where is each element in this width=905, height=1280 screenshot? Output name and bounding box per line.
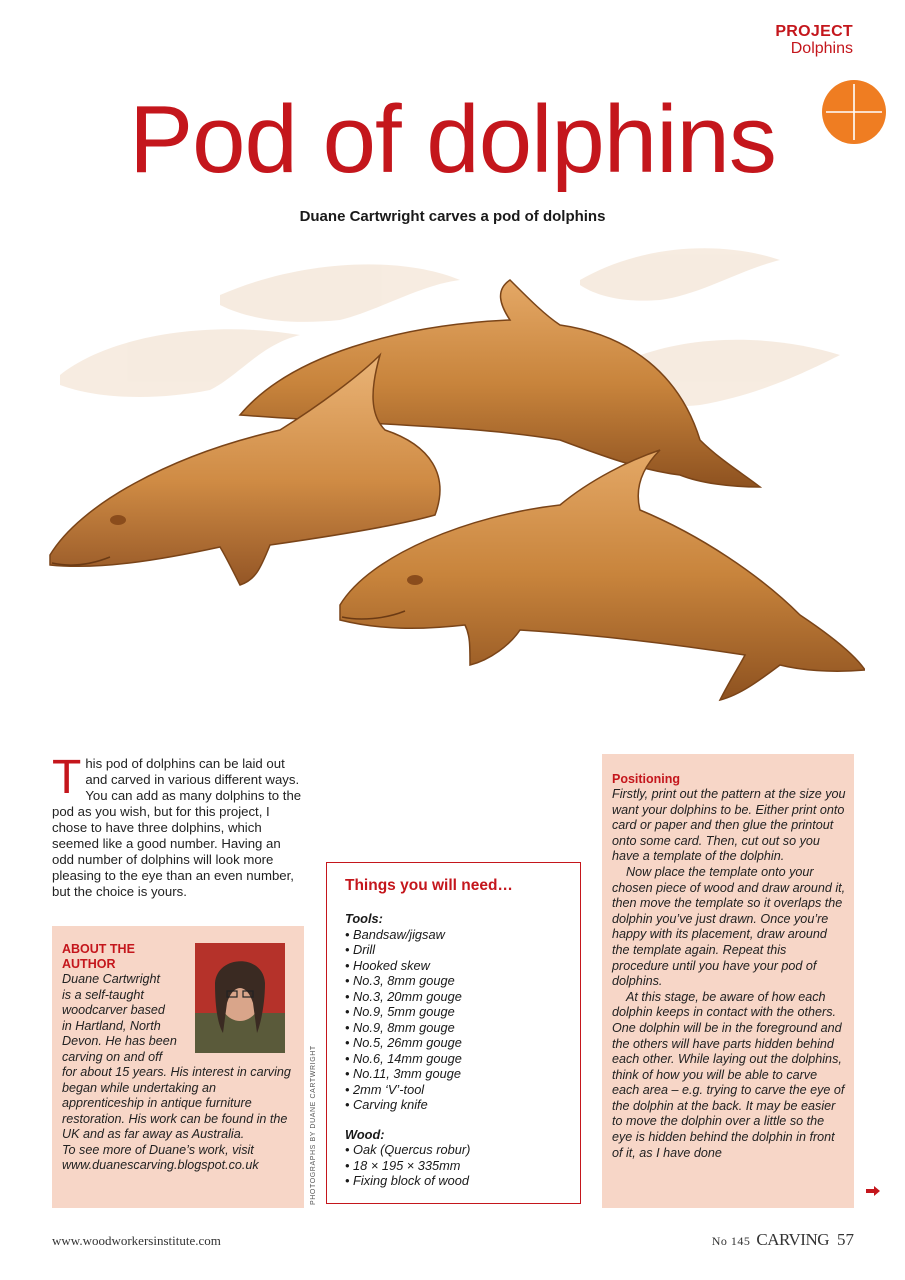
list-item: • Bandsaw/jigsaw xyxy=(345,927,570,943)
things-needed-box xyxy=(326,862,581,1204)
list-item: • Carving knife xyxy=(345,1097,570,1113)
bio-line: in Hartland, North xyxy=(62,1018,161,1033)
needs-heading: Things you will need… xyxy=(345,877,513,894)
list-item: • No.6, 14mm gouge xyxy=(345,1051,570,1067)
list-item: • Fixing block of wood xyxy=(345,1173,570,1189)
list-item: • No.3, 8mm gouge xyxy=(345,973,570,989)
list-item: • No.9, 8mm gouge xyxy=(345,1020,570,1036)
article-title: Pod of dolphins xyxy=(129,86,776,193)
wood-label: Wood: xyxy=(345,1126,385,1142)
bio-line: is a self-taught xyxy=(62,987,144,1002)
intro-text: his pod of dolphins can be laid out and carved in various different ways. You can add as many dolphins to the pod as you wish, but for this project, I chose to have three dolphins, which seemed like a good number. Having an odd number of dolphins will look more pleasing to the eye than an even number, but the choice is yours. xyxy=(52,756,302,899)
positioning-paragraph: Now place the template onto your chosen piece of wood and draw around it, then move the template so it overlaps the dolphin you’ve just drawn. Once you’re happy with its placement, draw around the template again. Repeat this procedure until you have your pod of dolphins. xyxy=(612,864,846,989)
footer-url: www.woodworkersinstitute.com xyxy=(52,1233,221,1248)
list-item: • 2mm ‘V’-tool xyxy=(345,1082,570,1098)
tools-label: Tools: xyxy=(345,911,383,926)
list-item: • No.5, 26mm gouge xyxy=(345,1035,570,1051)
article-subtitle: Duane Cartwright carves a pod of dolphins xyxy=(299,208,606,225)
list-item: • No.3, 20mm gouge xyxy=(345,989,570,1005)
drop-cap: T xyxy=(52,751,82,804)
author-heading: ABOUT THE AUTHOR xyxy=(62,942,135,971)
continue-arrow-icon xyxy=(866,1186,880,1196)
bio-line: Duane Cartwright xyxy=(62,972,160,986)
wood-list xyxy=(345,1142,570,1189)
list-item: • No.11, 3mm gouge xyxy=(345,1066,570,1082)
section-name: Dolphins xyxy=(790,39,853,57)
about-author-box xyxy=(52,926,304,1208)
intro-paragraph xyxy=(52,751,304,900)
bio-line: Devon. He has been xyxy=(62,1034,177,1048)
bio-rest: for about 15 years. His interest in carving began while undertaking an apprenticeship in antique furniture restoration. His work can be found in the UK and as far away as Australia. xyxy=(62,1065,291,1141)
page-footer xyxy=(52,1230,854,1250)
list-item: • Hooked skew xyxy=(345,958,570,974)
list-item: • 18 × 195 × 335mm xyxy=(345,1158,570,1174)
bio-line: carving on and off xyxy=(62,1049,163,1064)
list-item: • Oak (Quercus robur) xyxy=(345,1142,570,1158)
photo-credit: PHOTOGRAPHS BY DUANE CARTWRIGHT xyxy=(310,1045,317,1205)
section-tag xyxy=(775,24,853,58)
positioning-paragraph: At this stage, be aware of how each dolphin keeps in contact with the others. One dolphin will be in the foreground and the others will have parts hidden behind each other. While laying out the dolphins, think of how you will be able to carve each area – e.g. trying to carve the eye of the dolphin at the back. It may be easier to move the dolphin over a little so the eye is hidden behind the dolphin in front of it, as I have done xyxy=(612,989,845,1160)
author-see-more: To see more of Duane’s work, visit www.duanescarving.blogspot.co.uk xyxy=(62,1142,259,1172)
footer-folio xyxy=(712,1230,854,1250)
page-number: 57 xyxy=(837,1230,854,1249)
tools-list xyxy=(345,927,570,1113)
list-item: • Drill xyxy=(345,942,570,958)
positioning-paragraph: Firstly, print out the pattern at the size you want your dolphins to be. Either print onto card or paper and then glue the printout onto some card. Then, cut out so you have a template of the dolphin. xyxy=(612,787,846,864)
positioning-heading: Positioning xyxy=(612,772,681,786)
positioning-box xyxy=(602,754,854,1208)
issue-number: No 145 xyxy=(711,1234,751,1248)
section-kicker: PROJECT xyxy=(775,23,853,40)
magazine-name: CARVING xyxy=(756,1230,829,1249)
bio-line: woodcarver based xyxy=(62,1003,165,1017)
author-photo xyxy=(195,943,285,1053)
list-item: • No.9, 5mm gouge xyxy=(345,1004,570,1020)
dolphins-photo xyxy=(40,225,865,730)
